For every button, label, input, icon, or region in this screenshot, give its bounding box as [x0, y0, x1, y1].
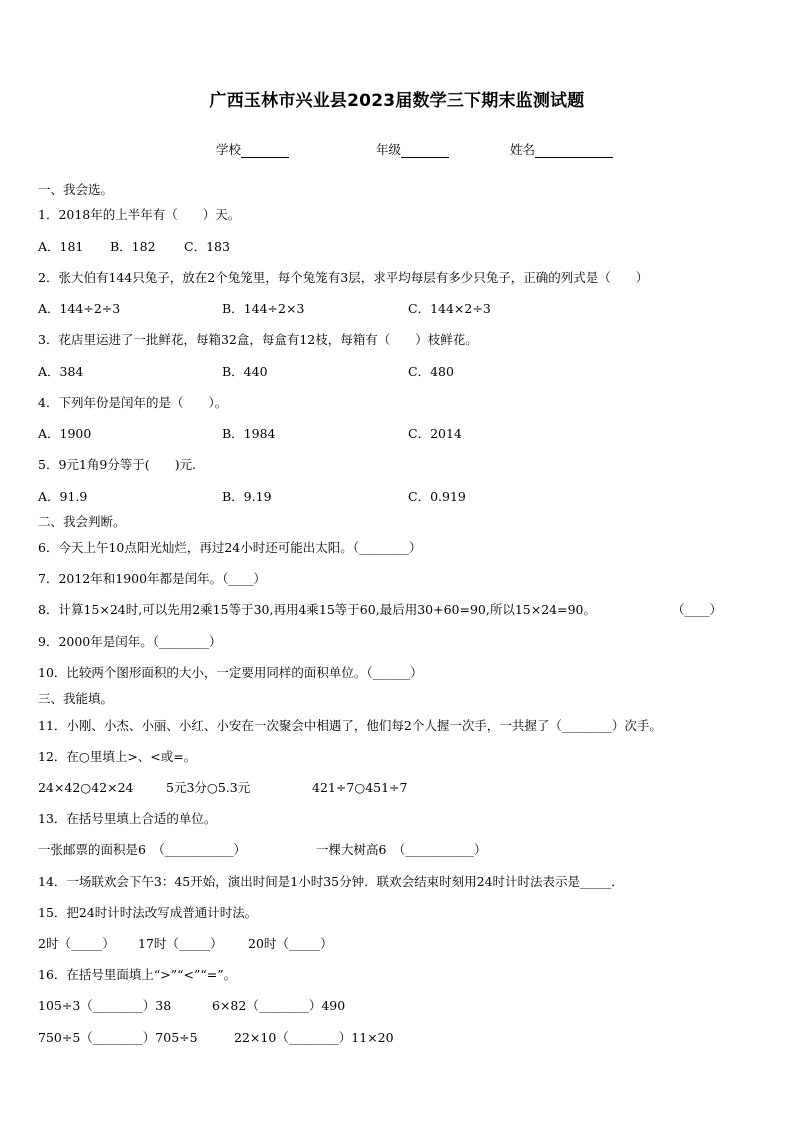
q2-option-b: B．144÷2×3 [222, 301, 305, 316]
q4-option-b: B．1984 [222, 426, 276, 441]
grade-field [376, 140, 449, 158]
question-9: 9．2000年是闰年。（________） [38, 634, 222, 649]
page-title: 广西玉林市兴业县2023届数学三下期末监测试题 [209, 91, 585, 111]
q15-item-c: 20时（_____） [248, 936, 333, 951]
q2-option-a: A．144÷2÷3 [38, 301, 121, 316]
name-label: 姓名 [510, 142, 536, 157]
grade-label: 年级 [376, 142, 402, 157]
question-3: 3．花店里运进了一批鲜花，每箱32盒，每盒有12枝，每箱有（ ）枝鲜花。 [38, 332, 478, 347]
school-field [216, 140, 289, 158]
question-1: 1．2018年的上半年有（ ）天。 [38, 207, 241, 222]
school-blank[interactable] [241, 142, 289, 158]
question-4: 4．下列年份是闰年的是（ ）。 [38, 395, 228, 410]
question-6: 6．今天上午10点阳光灿烂，再过24小时还可能出太阳。（________） [38, 540, 422, 555]
q5-option-c: C．0.919 [408, 489, 466, 504]
q1-option-b: B．182 [110, 239, 156, 254]
q4-option-a: A．1900 [38, 426, 92, 441]
section-heading-2: 二、我会判断。 [38, 514, 126, 529]
section-heading-3: 三、我能填。 [38, 691, 114, 706]
q16-item-b: 6×82（________）490 [212, 998, 346, 1013]
q16-item-c: 750÷5（________）705÷5 [38, 1030, 198, 1045]
question-7: 7．2012年和1900年都是闰年。（____） [38, 571, 266, 586]
q12-item-c: 421÷7○451÷7 [312, 780, 408, 795]
q12-item-a: 24×42○42×24 [38, 780, 134, 795]
q5-option-b: B．9.19 [222, 489, 272, 504]
q4-option-c: C．2014 [408, 426, 462, 441]
question-11: 11．小刚、小杰、小丽、小红、小安在一次聚会中相遇了，他们每2个人握一次手，一共握了（________）次手。 [38, 718, 662, 733]
q16-item-a: 105÷3（________）38 [38, 998, 172, 1013]
grade-blank[interactable] [401, 142, 449, 158]
name-blank[interactable] [535, 142, 613, 158]
q12-item-b: 5元3分○5.3元 [166, 780, 251, 795]
q5-option-a: A．91.9 [38, 489, 88, 504]
q13-item-b: 一棵大树高6 （___________） [316, 842, 487, 857]
question-5: 5．9元1角9分等于( )元. [38, 457, 197, 472]
question-15: 15．把24时计时法改写成普通计时法。 [38, 905, 258, 920]
q15-item-a: 2时（_____） [38, 936, 115, 951]
question-8: 8．计算15×24时,可以先用2乘15等于30,再用4乘15等于60,最后用30+60=90,所以15×24=90。 [38, 602, 596, 617]
question-13: 13．在括号里填上合适的单位。 [38, 811, 217, 826]
q1-option-a: A．181 [38, 239, 84, 254]
question-2: 2．张大伯有144只兔子，放在2个兔笼里，每个兔笼有3层，求平均每层有多少只兔子，正确的列式是（ ） [38, 270, 649, 285]
q3-option-c: C．480 [408, 364, 454, 379]
name-field [510, 140, 613, 158]
question-8-answer-blank[interactable]: （____） [672, 602, 723, 617]
question-10: 10．比较两个图形面积的大小，一定要用同样的面积单位。（______） [38, 665, 423, 680]
q13-item-a: 一张邮票的面积是6 （___________） [38, 842, 246, 857]
question-14: 14．一场联欢会下午3：45开始，演出时间是1小时35分钟．联欢会结束时刻用24时计时法表示是_____． [38, 874, 624, 889]
q15-item-b: 17时（_____） [138, 936, 223, 951]
q3-option-a: A．384 [38, 364, 84, 379]
school-label: 学校 [216, 142, 242, 157]
section-heading-1: 一、我会选。 [38, 182, 114, 197]
q2-option-c: C．144×2÷3 [408, 301, 491, 316]
question-12: 12．在○里填上>、<或=。 [38, 749, 197, 764]
q16-item-d: 22×10（________）11×20 [234, 1030, 394, 1045]
q3-option-b: B．440 [222, 364, 268, 379]
question-16: 16．在括号里面填上“>”“<”“=”。 [38, 967, 237, 982]
q1-option-c: C．183 [184, 239, 230, 254]
